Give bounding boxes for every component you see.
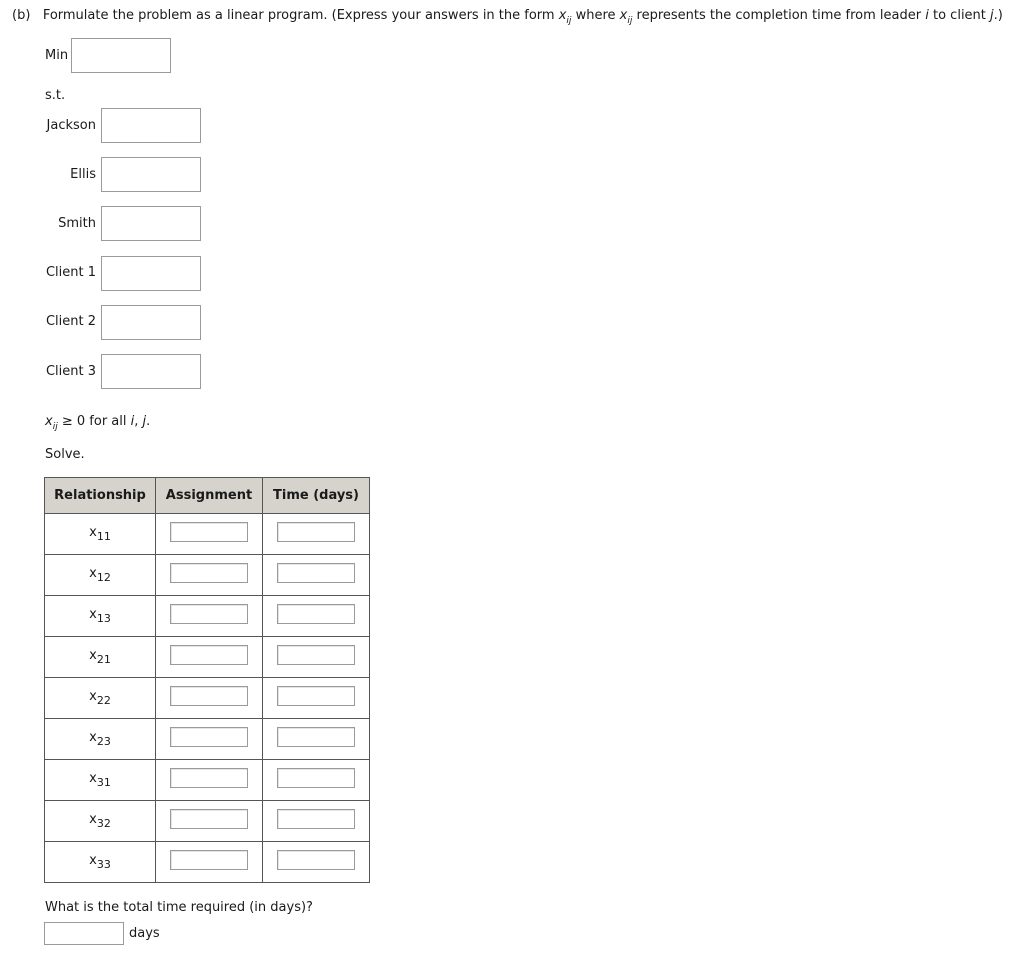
time-cell	[263, 637, 370, 678]
relationship-cell	[45, 678, 156, 719]
problem-prompt	[12, 8, 1003, 26]
assignment-cell	[156, 678, 263, 719]
prompt-var-sub: ij	[566, 16, 572, 26]
time-cell	[263, 555, 370, 596]
nonnegativity-constraint	[45, 414, 150, 432]
assignment-cell	[156, 842, 263, 883]
assignment-input[interactable]	[170, 809, 248, 829]
prompt-var-i: i	[925, 8, 929, 23]
assignment-cell	[156, 514, 263, 555]
table-row	[45, 596, 370, 637]
table-row	[45, 555, 370, 596]
time-input[interactable]	[277, 645, 355, 665]
prompt-text-2: where	[575, 8, 616, 23]
relationship-cell	[45, 555, 156, 596]
relationship-cell	[45, 637, 156, 678]
assignment-input[interactable]	[170, 563, 248, 583]
constraint-label-client-2: Client 2	[45, 314, 96, 329]
assignment-input[interactable]	[170, 522, 248, 542]
table-row	[45, 801, 370, 842]
time-cell	[263, 801, 370, 842]
var-sub: 13	[96, 612, 111, 625]
objective-input[interactable]	[71, 38, 171, 73]
time-cell	[263, 719, 370, 760]
var-sub: 23	[96, 735, 111, 748]
assignment-cell	[156, 555, 263, 596]
days-unit-label: days	[129, 926, 160, 941]
prompt-text-3: represents the completion time from leader	[636, 8, 922, 23]
part-label: (b)	[12, 8, 31, 23]
prompt-var-j: j	[990, 8, 994, 23]
table-row	[45, 719, 370, 760]
assignment-cell	[156, 596, 263, 637]
var-x: x	[89, 648, 97, 663]
relationship-cell	[45, 801, 156, 842]
var-x: x	[89, 730, 97, 745]
assignment-input[interactable]	[170, 645, 248, 665]
constraint-input-jackson[interactable]	[101, 108, 201, 143]
time-input[interactable]	[277, 563, 355, 583]
nonneg-var-j: j	[142, 414, 147, 429]
assignment-cell	[156, 719, 263, 760]
var-x: x	[89, 607, 97, 622]
prompt-text-4: to client	[933, 8, 986, 23]
relationship-cell	[45, 514, 156, 555]
constraint-input-ellis[interactable]	[101, 157, 201, 192]
var-sub: 21	[96, 653, 111, 666]
total-time-question: What is the total time required (in days)?	[45, 900, 313, 915]
prompt-var-sub-2: ij	[627, 16, 633, 26]
nonneg-sep: ,	[134, 414, 139, 429]
assignment-cell	[156, 760, 263, 801]
time-input[interactable]	[277, 768, 355, 788]
time-input[interactable]	[277, 727, 355, 747]
constraint-label-jackson: Jackson	[46, 118, 96, 133]
constraint-label-client-1: Client 1	[45, 265, 96, 280]
header-time: Time (days)	[263, 478, 370, 514]
time-input[interactable]	[277, 809, 355, 829]
prompt-text-1: Formulate the problem as a linear program. (Express your answers in the form	[42, 8, 555, 23]
var-sub: 31	[96, 776, 111, 789]
time-input[interactable]	[277, 686, 355, 706]
assignment-cell	[156, 801, 263, 842]
var-x: x	[89, 853, 97, 868]
var-x: x	[89, 566, 97, 581]
nonneg-text: ≥ 0 for all	[61, 414, 127, 429]
st-label: s.t.	[45, 88, 66, 103]
header-relationship: Relationship	[45, 478, 156, 514]
var-x: x	[89, 812, 97, 827]
prompt-var-x: x	[558, 8, 567, 23]
var-sub: 22	[96, 694, 111, 707]
time-input[interactable]	[277, 850, 355, 870]
table-row	[45, 842, 370, 883]
solution-table	[44, 477, 370, 883]
prompt-var-x-2: x	[619, 8, 628, 23]
relationship-cell	[45, 842, 156, 883]
solve-label: Solve.	[45, 447, 85, 462]
var-sub: 32	[96, 817, 111, 830]
relationship-cell	[45, 596, 156, 637]
time-input[interactable]	[277, 522, 355, 542]
time-cell	[263, 514, 370, 555]
var-x: x	[89, 689, 97, 704]
table-row	[45, 637, 370, 678]
table-row	[45, 678, 370, 719]
table-row	[45, 514, 370, 555]
nonneg-var-x: x	[45, 414, 53, 429]
constraint-label-ellis: Ellis	[70, 167, 96, 182]
var-x: x	[89, 771, 97, 786]
time-cell	[263, 678, 370, 719]
var-sub: 12	[96, 571, 111, 584]
nonneg-var-sub: ij	[52, 422, 58, 432]
assignment-input[interactable]	[170, 727, 248, 747]
relationship-cell	[45, 760, 156, 801]
time-cell	[263, 760, 370, 801]
header-assignment: Assignment	[156, 478, 263, 514]
var-sub: 33	[96, 858, 111, 871]
constraint-input-client-3[interactable]	[101, 354, 201, 389]
assignment-input[interactable]	[170, 686, 248, 706]
constraint-label-smith: Smith	[58, 216, 96, 231]
assignment-input[interactable]	[170, 850, 248, 870]
objective-label: Min	[45, 48, 69, 63]
table-row	[45, 760, 370, 801]
relationship-cell	[45, 719, 156, 760]
constraint-input-smith[interactable]	[101, 206, 201, 241]
constraint-input-client-1[interactable]	[101, 256, 201, 291]
nonneg-var-i: i	[130, 414, 135, 429]
time-cell	[263, 596, 370, 637]
time-input[interactable]	[277, 604, 355, 624]
prompt-text-end: .)	[993, 8, 1003, 23]
constraint-label-client-3: Client 3	[45, 364, 96, 379]
assignment-cell	[156, 637, 263, 678]
assignment-input[interactable]	[170, 768, 248, 788]
var-x: x	[89, 525, 97, 540]
var-sub: 11	[96, 530, 111, 543]
constraint-input-client-2[interactable]	[101, 305, 201, 340]
nonneg-end: .	[146, 414, 151, 429]
assignment-input[interactable]	[170, 604, 248, 624]
time-cell	[263, 842, 370, 883]
table-header-row	[45, 478, 370, 514]
total-time-input[interactable]	[44, 922, 124, 945]
